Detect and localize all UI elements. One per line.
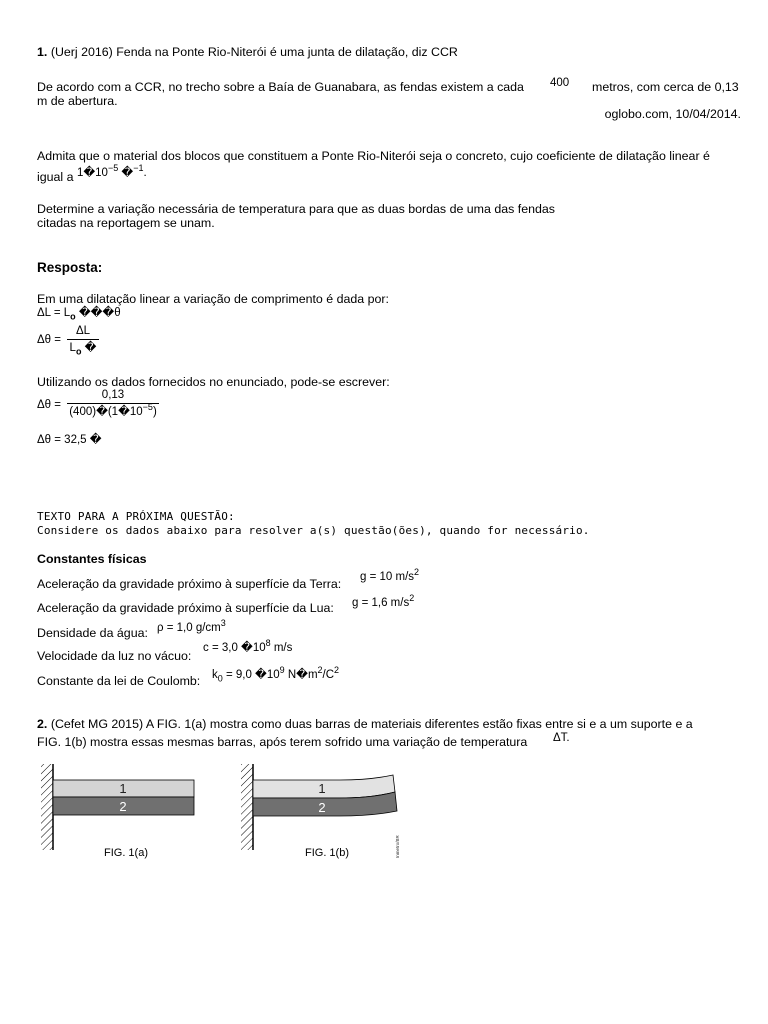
q1-para3-a: Determine a variação necessária de temperatura para que as duas bordas de uma das fendas — [37, 202, 555, 216]
fig-1b-caption: FIG. 1(b) — [304, 847, 350, 859]
eq3-den-exp: −5 — [142, 402, 153, 413]
constant-value-3 — [157, 618, 226, 635]
constant-exp: 3 — [220, 618, 226, 629]
constant-value-2 — [352, 593, 415, 610]
constant-label: Velocidade da luz no vácuo: — [37, 649, 192, 663]
eq2-den-sub: o — [75, 346, 82, 357]
answer-eq3-fraction — [67, 388, 159, 420]
q1-para2-b: igual a — [37, 170, 74, 184]
eq3-denominator — [69, 402, 157, 419]
q1-header — [37, 45, 458, 61]
q2-text-a-content: (Cefet MG 2015) A FIG. 1(a) mostra como duas barras de materiais diferentes estão fixas entre si e a um suporte e a — [50, 717, 693, 731]
eq1-right: ���θ — [75, 307, 121, 319]
constant-tail2: /C — [322, 669, 335, 681]
constant-item-2 — [37, 601, 334, 617]
eq2-numerator: ΔL — [75, 325, 91, 337]
constant-value: g = 10 m/s — [360, 571, 415, 583]
constant-label: Aceleração da gravidade próximo à superfície da Lua: — [37, 601, 334, 615]
answer-eq1 — [37, 306, 121, 320]
eq3-den-end: ) — [152, 406, 157, 419]
fig-1a-bar-1-label: 1 — [119, 781, 127, 796]
fig-1a-caption: FIG. 1(a) — [103, 847, 149, 859]
answer-eq2-left: Δθ = — [37, 334, 61, 346]
q2-text-b — [37, 735, 527, 751]
eq2-denominator — [70, 341, 97, 355]
q1-source: oglobo.com, 10/04/2014. — [604, 107, 741, 121]
next-question-text: Considere os dados abaixo para resolver a(s) questão(ões), quando for necessário. — [37, 524, 590, 537]
constant-item-5 — [37, 674, 200, 690]
answer-line2: Utilizando os dados fornecidos no enunciado, pode-se escrever: — [37, 375, 390, 389]
coef-base: 1�10 — [76, 167, 108, 179]
eq3-den: (400)�(1�10 — [69, 406, 143, 419]
constant-item-4 — [37, 649, 191, 665]
constant-label: Densidade da água: — [37, 626, 148, 640]
constant-exp: 2 — [409, 593, 415, 604]
constants-heading: Constantes físicas — [37, 552, 147, 566]
constant-item-1 — [37, 577, 341, 593]
q2-number-dot: . — [43, 717, 48, 731]
constant-value-4 — [203, 638, 293, 655]
constant-value: c = 3,0 �10 — [203, 642, 266, 654]
fig-1a-bar-2-label: 2 — [119, 799, 127, 814]
constant-tail: N�m — [284, 669, 318, 681]
q1-number-dot: . — [43, 45, 48, 59]
coef-exp1: −5 — [107, 163, 119, 174]
constant-tail: m/s — [270, 642, 293, 654]
coef-unit: � — [118, 167, 134, 179]
q1-para3-b: citadas na reportagem se unam. — [37, 216, 215, 230]
constant-exp: 8 — [265, 638, 271, 649]
eq1-sub: o — [70, 311, 76, 322]
constant-exp: 2 — [414, 567, 420, 578]
constant-exp2: 2 — [317, 665, 323, 676]
q1-para2-b-line — [37, 163, 147, 186]
q1-para1-text: De acordo com a CCR, no trecho sobre a Baía de Guanabara, as fendas existem a cada — [37, 80, 524, 94]
q1-coefficient — [76, 163, 147, 179]
coef-exp2: −1 — [133, 163, 144, 174]
q2-figure — [0, 758, 768, 878]
constant-value: ρ = 1,0 g/cm — [157, 622, 221, 634]
answer-heading: Resposta: — [37, 260, 103, 275]
q2-text-b-content: FIG. 1(b) mostra essas mesmas barras, após terem sofrido uma variação de temperatura — [37, 735, 528, 749]
answer-eq4: Δθ = 32,5 � — [37, 434, 102, 446]
constant-value: k — [212, 669, 218, 681]
fig-1b-bar-1-label: 1 — [318, 781, 326, 796]
q1-header-text: (Uerj 2016) Fenda na Ponte Rio-Niterói é uma junta de dilatação, diz CCR — [50, 45, 458, 59]
constant-label: Aceleração da gravidade próximo à superfície da Terra: — [37, 577, 342, 591]
fig-1a — [41, 764, 194, 859]
q2-delta-t: ΔT. — [553, 732, 570, 744]
constant-exp3: 2 — [334, 665, 340, 676]
fig-1a-support-hatch — [41, 764, 53, 850]
eq2-den: L — [69, 342, 76, 355]
next-question-title: TEXTO PARA A PRÓXIMA QUESTÃO: — [37, 510, 235, 523]
constant-label: Constante da lei de Coulomb: — [37, 674, 201, 688]
eq2-den-right: � — [81, 342, 97, 355]
constant-value2: = 9,0 �10 — [222, 669, 280, 681]
eq1-left: ΔL = L — [37, 307, 71, 319]
q2-number: 2 — [37, 717, 44, 731]
fig-1b-support-hatch — [241, 764, 253, 850]
coef-end: . — [143, 167, 147, 179]
fig-1b — [241, 764, 400, 859]
constant-exp: 9 — [279, 665, 285, 676]
constant-item-3 — [37, 626, 148, 642]
eq2-fraction-bar — [67, 339, 99, 340]
q1-para2-a: Admita que o material dos blocos que constituem a Ponte Rio-Niterói seja o concreto, cujo coeficiente de dilatação linear é — [37, 149, 710, 163]
fig-1b-bar-2-label: 2 — [318, 800, 326, 815]
eq3-numerator: 0,13 — [101, 389, 125, 401]
constant-sub: 0 — [217, 673, 223, 684]
q2-text-a — [37, 717, 693, 733]
answer-eq3-left: Δθ = — [37, 399, 61, 411]
q1-para1-b: metros, com cerca de 0,13 — [592, 80, 739, 94]
answer-line1: Em uma dilatação linear a variação de comprimento é dada por: — [37, 292, 389, 306]
answer-eq2-fraction — [67, 324, 99, 356]
q1-number: 1 — [37, 45, 44, 59]
fig-credit: Inmetro/BR — [395, 835, 400, 858]
constant-value-1 — [360, 567, 420, 584]
constant-value-5 — [212, 665, 340, 684]
constant-value: g = 1,6 m/s — [352, 597, 410, 609]
q1-para1-value: 400 — [550, 77, 570, 89]
q1-para1-c: m de abertura. — [37, 94, 118, 108]
